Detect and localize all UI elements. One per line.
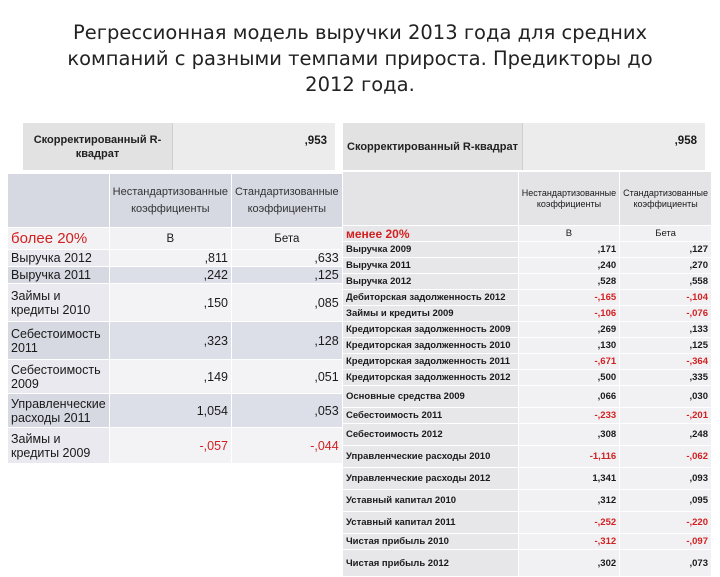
row-label: Займы и кредиты 2010 (8, 284, 110, 322)
beta-value: ,248 (620, 424, 712, 446)
beta-value: ,335 (620, 370, 712, 386)
b-value: ,066 (518, 386, 619, 408)
table-row (343, 408, 712, 424)
beta-value: ,073 (620, 550, 712, 577)
row-label: Кредиторская задолженность 2010 (343, 338, 519, 354)
row-label: Уставный капитал 2011 (343, 512, 519, 534)
row-label: Основные средства 2009 (343, 386, 519, 408)
row-label: Чистая прибыль 2012 (343, 550, 519, 577)
b-value: ,811 (109, 250, 231, 267)
b-value: ,242 (109, 267, 231, 284)
row-label: Управленческие расходы 2010 (343, 446, 519, 468)
col-beta-label: Бета (231, 228, 342, 250)
row-label: Выручка 2009 (343, 242, 519, 258)
beta-value: ,128 (231, 322, 342, 360)
left-r2-box (23, 123, 335, 170)
header-cell: Нестандартизованные коэффициенты (518, 172, 619, 226)
beta-value: ,085 (231, 284, 342, 322)
row-label: Себестоимость 2011 (343, 408, 519, 424)
right-r2-box (343, 123, 705, 170)
table-row (8, 428, 343, 464)
b-value: 1,341 (518, 468, 619, 490)
beta-value: ,133 (620, 322, 712, 338)
table-row (343, 424, 712, 446)
row-label: Кредиторская задолженность 2011 (343, 354, 519, 370)
b-value: ,500 (518, 370, 619, 386)
beta-value: ,127 (620, 242, 712, 258)
left-coefficients-table (7, 173, 343, 464)
beta-value: ,125 (231, 267, 342, 284)
header-cell (343, 172, 519, 226)
right-r2-value: ,958 (674, 135, 697, 147)
beta-value: ,053 (231, 394, 342, 428)
b-value: ,302 (518, 550, 619, 577)
table-row (343, 354, 712, 370)
beta-value: -,062 (620, 446, 712, 468)
b-value: -,252 (518, 512, 619, 534)
header-cell: Нестандартизованные коэффициенты (109, 174, 231, 228)
beta-value: -,044 (231, 428, 342, 464)
row-label: Себестоимость 2012 (343, 424, 519, 446)
beta-value: -,097 (620, 534, 712, 550)
b-value: -,671 (518, 354, 619, 370)
header-cell (8, 174, 110, 228)
b-value: ,308 (518, 424, 619, 446)
row-label: Кредиторская задолженность 2012 (343, 370, 519, 386)
table-row (343, 490, 712, 512)
table-row (343, 290, 712, 306)
row-label: Управленческие расходы 2012 (343, 468, 519, 490)
table-row (343, 468, 712, 490)
table-row (343, 534, 712, 550)
right-r2-label: Скорректированный R-квадрат (343, 123, 523, 170)
row-label: Чистая прибыль 2010 (343, 534, 519, 550)
table-row (343, 386, 712, 408)
col-b-label: B (109, 228, 231, 250)
table-row (343, 258, 712, 274)
table-row (8, 250, 343, 267)
row-label: Управленческие расходы 2011 (8, 394, 110, 428)
b-value: ,312 (518, 490, 619, 512)
table-row (343, 370, 712, 386)
beta-value: -,201 (620, 408, 712, 424)
table-row (8, 267, 343, 284)
b-value: ,323 (109, 322, 231, 360)
group-label: более 20% (8, 228, 110, 250)
row-label: Займы и кредиты 2009 (8, 428, 110, 464)
table-row (343, 446, 712, 468)
col-b-label: B (518, 226, 619, 242)
b-value: -,106 (518, 306, 619, 322)
b-value: ,269 (518, 322, 619, 338)
table-row (8, 394, 343, 428)
table-row (343, 512, 712, 534)
table-row (343, 242, 712, 258)
table-row (343, 322, 712, 338)
table-header-row (343, 172, 712, 226)
b-value: -,057 (109, 428, 231, 464)
b-value: -1,116 (518, 446, 619, 468)
right-coefficients-table (342, 171, 712, 577)
b-value: -,233 (518, 408, 619, 424)
b-value: 1,054 (109, 394, 231, 428)
b-value: ,171 (518, 242, 619, 258)
table-row (8, 322, 343, 360)
b-value: ,149 (109, 360, 231, 394)
row-label: Себестоимость 2011 (8, 322, 110, 360)
header-cell: Стандартизованные коэффициенты (620, 172, 712, 226)
table-subheader-row (8, 228, 343, 250)
beta-value: ,125 (620, 338, 712, 354)
group-label: менее 20% (343, 226, 519, 242)
table-header-row (8, 174, 343, 228)
beta-value: -,104 (620, 290, 712, 306)
beta-value: ,095 (620, 490, 712, 512)
row-label: Кредиторская задолженность 2009 (343, 322, 519, 338)
beta-value: -,076 (620, 306, 712, 322)
table-subheader-row (343, 226, 712, 242)
row-label: Выручка 2011 (343, 258, 519, 274)
b-value: -,312 (518, 534, 619, 550)
b-value: ,130 (518, 338, 619, 354)
table-row (8, 360, 343, 394)
table-row (343, 274, 712, 290)
table-row (343, 306, 712, 322)
row-label: Выручка 2012 (343, 274, 519, 290)
beta-value: -,364 (620, 354, 712, 370)
beta-value: ,030 (620, 386, 712, 408)
page-title: Регрессионная модель выручки 2013 года для средних компаний с разными темпами прироста. Предикторы до 2012 года. (67, 21, 653, 96)
row-label: Себестоимость 2009 (8, 360, 110, 394)
row-label: Займы и кредиты 2009 (343, 306, 519, 322)
b-value: ,150 (109, 284, 231, 322)
beta-value: ,558 (620, 274, 712, 290)
table-row (343, 550, 712, 577)
row-label: Выручка 2011 (8, 267, 110, 284)
beta-value: ,093 (620, 468, 712, 490)
b-value: -,165 (518, 290, 619, 306)
b-value: ,240 (518, 258, 619, 274)
left-r2-value: ,953 (304, 135, 327, 147)
col-beta-label: Бета (620, 226, 712, 242)
beta-value: -,220 (620, 512, 712, 534)
b-value: ,528 (518, 274, 619, 290)
row-label: Уставный капитал 2010 (343, 490, 519, 512)
beta-value: ,051 (231, 360, 342, 394)
table-row (8, 284, 343, 322)
beta-value: ,633 (231, 250, 342, 267)
beta-value: ,270 (620, 258, 712, 274)
row-label: Выручка 2012 (8, 250, 110, 267)
table-row (343, 338, 712, 354)
header-cell: Стандартизованные коэффициенты (231, 174, 342, 228)
left-r2-label: Скорректированный R-квадрат (23, 123, 173, 170)
row-label: Дебиторская задолженность 2012 (343, 290, 519, 306)
